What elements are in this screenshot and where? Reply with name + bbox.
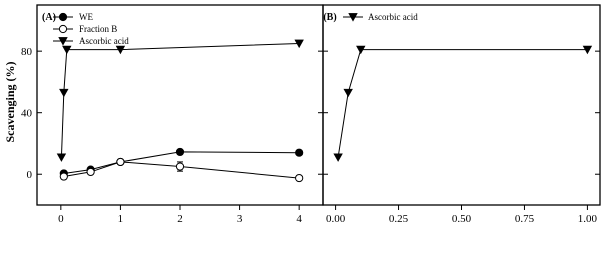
- data-point: [296, 149, 303, 156]
- data-point: [117, 158, 124, 165]
- x-tick-label: 4: [296, 213, 302, 225]
- data-point: [296, 174, 303, 181]
- panel-label: (B): [323, 12, 337, 23]
- legend-marker: [59, 25, 66, 32]
- x-tick-label: 0: [58, 213, 64, 225]
- data-point: [344, 89, 352, 97]
- x-tick-label: 1.00: [577, 213, 598, 225]
- legend-entry: [53, 12, 93, 22]
- legend-label: Ascorbic acid: [368, 12, 418, 22]
- y-tick-label: 40: [21, 107, 32, 120]
- data-point: [60, 89, 68, 97]
- legend-label: WE: [79, 12, 93, 22]
- legend-marker: [59, 13, 66, 20]
- legend-label: Fraction B: [79, 24, 118, 34]
- data-point: [176, 148, 183, 155]
- x-tick-label: 0.00: [325, 213, 346, 225]
- series-fraction-b: [60, 158, 303, 181]
- panel-a: [21, 5, 323, 225]
- plot-frame: [37, 5, 323, 205]
- data-point: [176, 163, 183, 170]
- data-point: [57, 154, 65, 162]
- y-tick-label: 80: [21, 46, 32, 59]
- x-tick-label: 1: [117, 213, 124, 225]
- x-tick-label: 3: [236, 213, 243, 225]
- y-tick-label: 0: [26, 169, 32, 182]
- panel-b: [323, 5, 600, 225]
- series-ascorbic-acid: [57, 40, 303, 161]
- x-tick-label: 0.25: [388, 213, 409, 225]
- data-point: [87, 168, 94, 175]
- series-line: [338, 50, 587, 158]
- series-ascorbic-acid: [334, 46, 592, 161]
- legend-entry: [53, 24, 117, 34]
- legend-entry: [53, 36, 129, 46]
- data-point: [334, 154, 342, 162]
- x-tick-label: 0.50: [451, 213, 472, 225]
- x-tick-label: 0.75: [514, 213, 535, 225]
- series-line: [61, 43, 299, 157]
- legend-label: Ascorbic acid: [79, 36, 129, 46]
- legend-entry: [343, 12, 418, 22]
- plot-frame: [323, 5, 600, 205]
- data-point: [60, 173, 67, 180]
- series-we: [60, 148, 303, 177]
- x-tick-label: 2: [177, 213, 183, 225]
- panel-label: (A): [42, 12, 56, 23]
- y-axis-label: Scavenging (%): [3, 61, 17, 143]
